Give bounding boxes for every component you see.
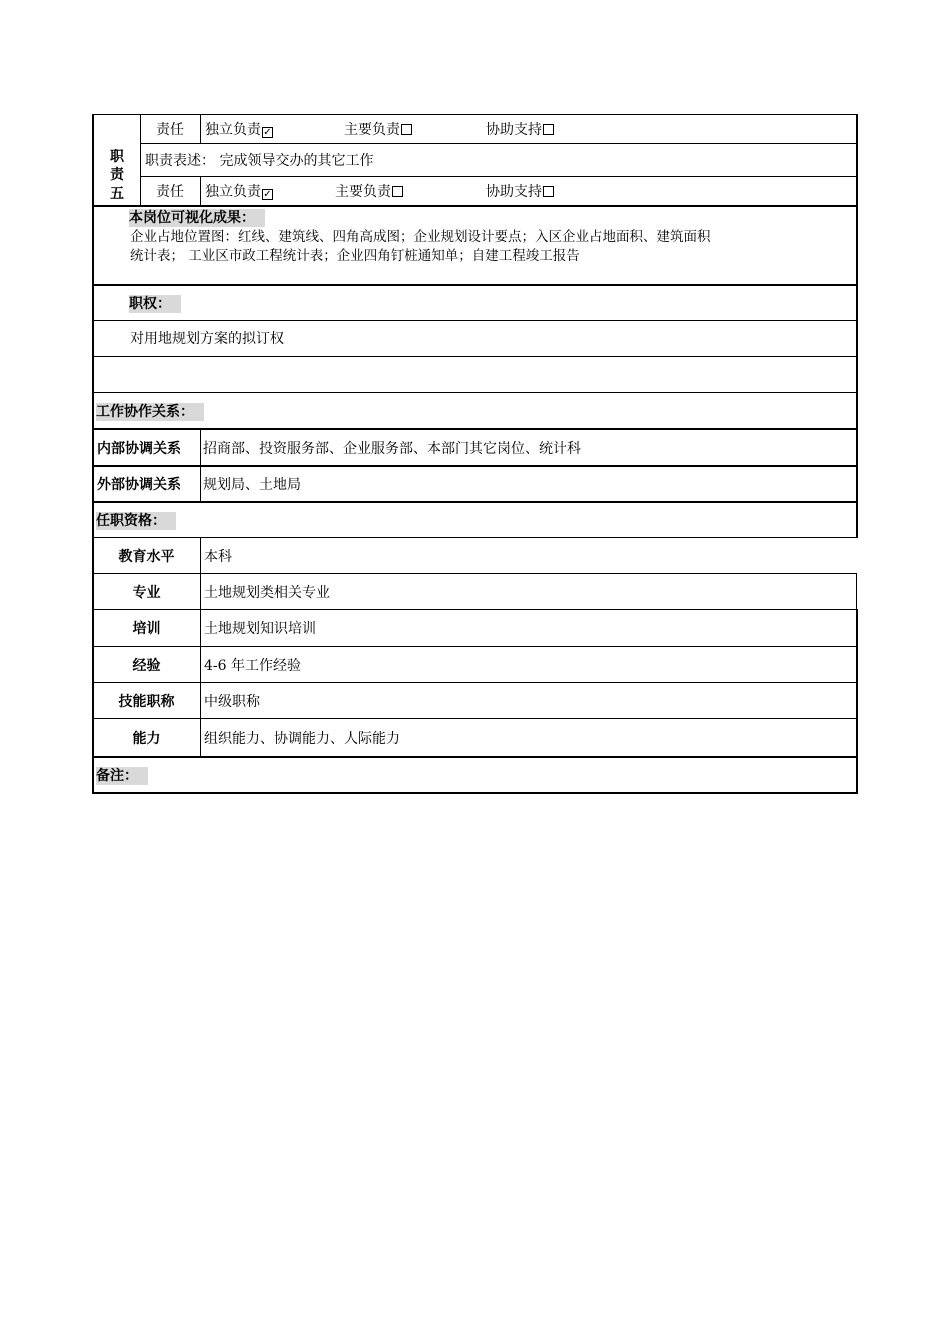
visual-results-line-1: 企业占地位置图：红线、建筑线、四角高成图；企业规划设计要点；入区企业占地面积、建筑面积 [130,229,711,245]
qualification-value: 4-6 年工作经验 [204,658,301,674]
checkbox-checked-icon[interactable]: ✓ [263,127,272,138]
qualification-label: 能力 [132,731,161,747]
option-label: 主要负责 [344,122,400,138]
authority-title: 职权： [129,295,181,313]
option-label: 主要负责 [335,184,391,200]
qualification-row [93,609,856,646]
qualification-value: 中级职称 [204,694,260,710]
external-relations-label: 外部协调关系 [97,477,181,493]
checkbox-empty-icon[interactable] [401,124,412,135]
option-main[interactable] [335,183,403,201]
qualification-row [93,682,856,718]
visual-results-title: 本岗位可视化成果： [129,209,265,227]
option-assist[interactable] [486,121,554,139]
checkbox-empty-icon[interactable] [543,124,554,135]
visual-results-line-2: 统计表； 工业区市政工程统计表；企业四角钉桩通知单；自建工程竣工报告 [130,248,580,264]
remarks-title: 备注： [96,767,148,785]
qualification-label: 专业 [132,585,161,601]
qualification-value: 组织能力、协调能力、人际能力 [204,731,400,747]
option-main[interactable] [344,121,412,139]
option-label: 协助支持 [486,184,542,200]
qualification-row [93,646,856,682]
qualification-label: 教育水平 [118,549,175,565]
qualification-row [93,537,856,573]
internal-relations-label: 内部协调关系 [97,441,181,457]
qualification-row [93,718,856,756]
qualification-value: 土地规划类相关专业 [204,585,330,601]
option-independent[interactable] [205,183,273,201]
checkbox-checked-icon[interactable]: ✓ [263,189,272,200]
checkbox-empty-icon[interactable] [543,186,554,197]
responsibility-label: 责任 [156,122,184,138]
qualification-label: 技能职称 [118,694,175,710]
qualification-value: 本科 [204,549,232,565]
option-label: 协助支持 [486,122,542,138]
qualification-label: 经验 [132,658,161,674]
qualification-value: 土地规划知识培训 [204,621,316,637]
duty-side-label-3: 五 [110,186,124,202]
duty-side-label-1: 职 [110,149,124,165]
checkbox-empty-icon[interactable] [392,186,403,197]
cooperation-title: 工作协作关系： [96,403,204,421]
option-label: 独立负责 [205,122,261,138]
duty-description: 职责表述： 完成领导交办的其它工作 [145,153,374,169]
external-relations-value: 规划局、土地局 [203,477,301,493]
option-independent[interactable] [205,121,273,139]
qualification-label: 培训 [132,621,161,637]
responsibility-label: 责任 [156,184,184,200]
duty-side-label-2: 责 [110,167,124,183]
option-assist[interactable] [486,183,554,201]
authority-item: 对用地规划方案的拟订权 [130,331,284,347]
qualification-row [93,573,856,609]
qualification-title: 任职资格： [96,512,176,530]
option-label: 独立负责 [205,184,261,200]
internal-relations-value: 招商部、投资服务部、企业服务部、本部门其它岗位、统计科 [203,441,581,457]
